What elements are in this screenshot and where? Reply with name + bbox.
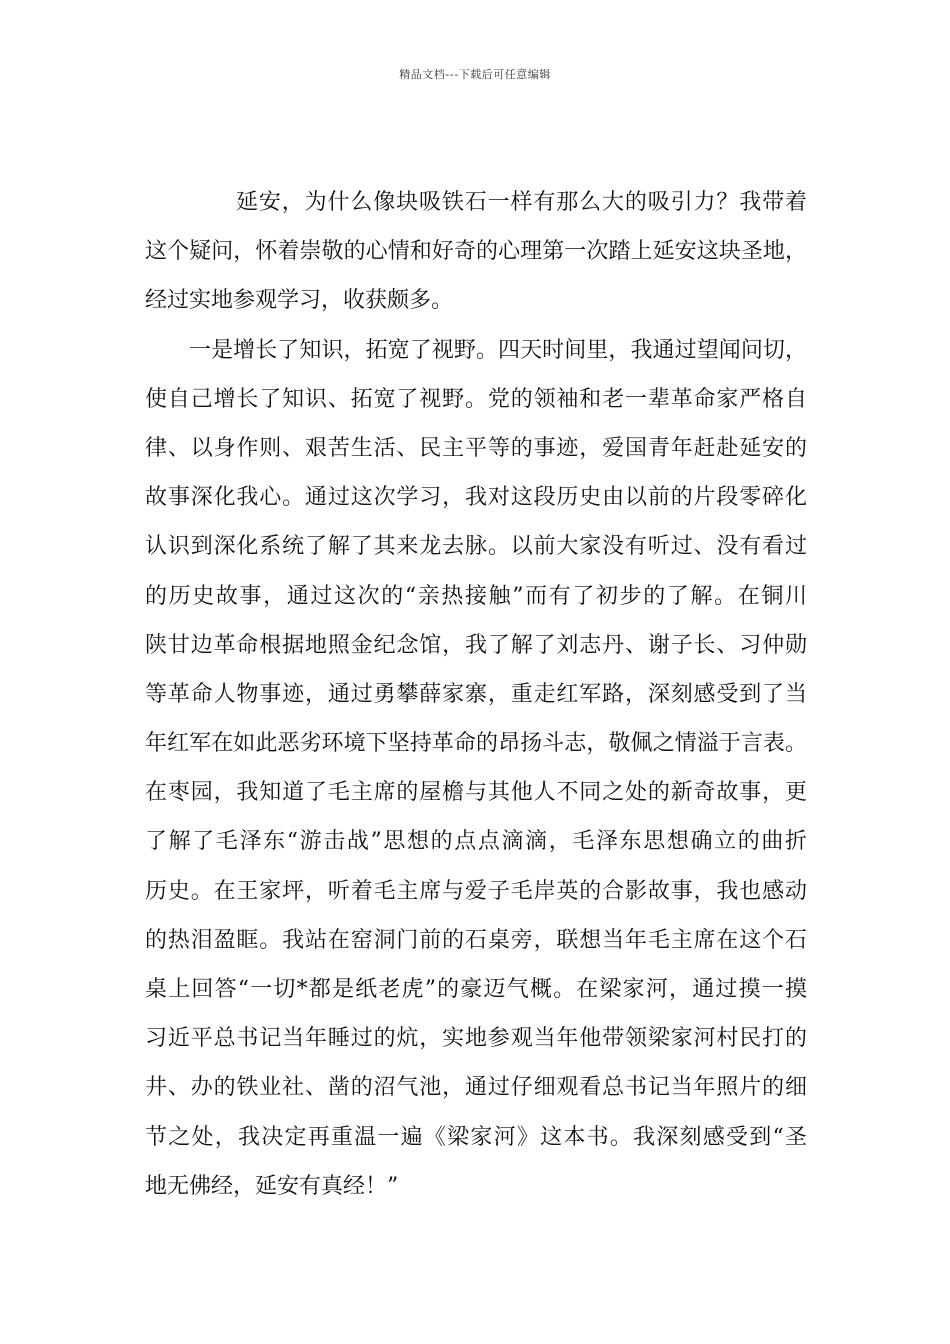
body-text [145, 178, 807, 1211]
text-line: 陕甘边革命根据地照金纪念馆，我了解了刘志丹、谢子长、习仲勋 [145, 632, 807, 658]
text-line: 的历史故事，通过这次的“亲热接触”而有了初步的了解。在铜川 [145, 583, 807, 609]
text-line: 故事深化我心。通过这次学习，我对这段历史由以前的片段零碎化 [145, 485, 807, 511]
text-line: 桌上回答“一切*都是纸老虎”的豪迈气概。在梁家河，通过摸一摸 [145, 977, 807, 1002]
paragraph-2 [145, 326, 807, 1211]
text-line: 认识到深化系统了解了其来龙去脉。以前大家没有听过、没有看过 [145, 534, 807, 560]
text-line: 这个疑问，怀着崇敬的心情和好奇的心理第一次踏上延安这块圣地， [145, 239, 807, 265]
text-line: 习近平总书记当年睡过的炕，实地参观当年他带领梁家河村民打的 [145, 1026, 807, 1052]
page-header: 精品文档---下载后可任意编辑 [399, 68, 551, 81]
text-line: 延安，为什么像块吸铁石一样有那么大的吸引力？我带着 [236, 190, 807, 215]
text-line: 节之处，我决定再重温一遍《梁家河》这本书。我深刻感受到“圣 [145, 1124, 807, 1150]
text-line: 经过实地参观学习，收获颇多。 [145, 288, 454, 314]
paragraph-1 [145, 178, 807, 326]
text-line: 的热泪盈眶。我站在窑洞门前的石桌旁，联想当年毛主席在这个石 [145, 927, 807, 953]
text-line: 使自己增长了知识、拓宽了视野。党的领袖和老一辈革命家严格自 [145, 386, 807, 412]
text-line: 了解了毛泽东“游击战”思想的点点滴滴，毛泽东思想确立的曲折 [145, 829, 807, 855]
text-line: 一是增长了知识，拓宽了视野。四天时间里，我通过望闻问切， [189, 337, 807, 363]
text-line: 在枣园，我知道了毛主席的屋檐与其他人不同之处的新奇故事，更 [145, 780, 807, 806]
text-line: 等革命人物事迹，通过勇攀薛家寨，重走红军路，深刻感受到了当 [145, 681, 807, 707]
text-line: 历史。在王家坪，听着毛主席与爱子毛岸英的合影故事，我也感动 [145, 878, 807, 904]
text-line: 年红军在如此恶劣环境下坚持革命的昂扬斗志，敬佩之情溢于言表。 [145, 731, 807, 757]
text-line: 井、办的铁业社、凿的沼气池，通过仔细观看总书记当年照片的细 [145, 1075, 807, 1101]
text-line: 律、以身作则、艰苦生活、民主平等的事迹，爱国青年赶赴延安的 [145, 435, 807, 461]
text-line: 地无佛经，延安有真经！” [145, 1173, 399, 1199]
